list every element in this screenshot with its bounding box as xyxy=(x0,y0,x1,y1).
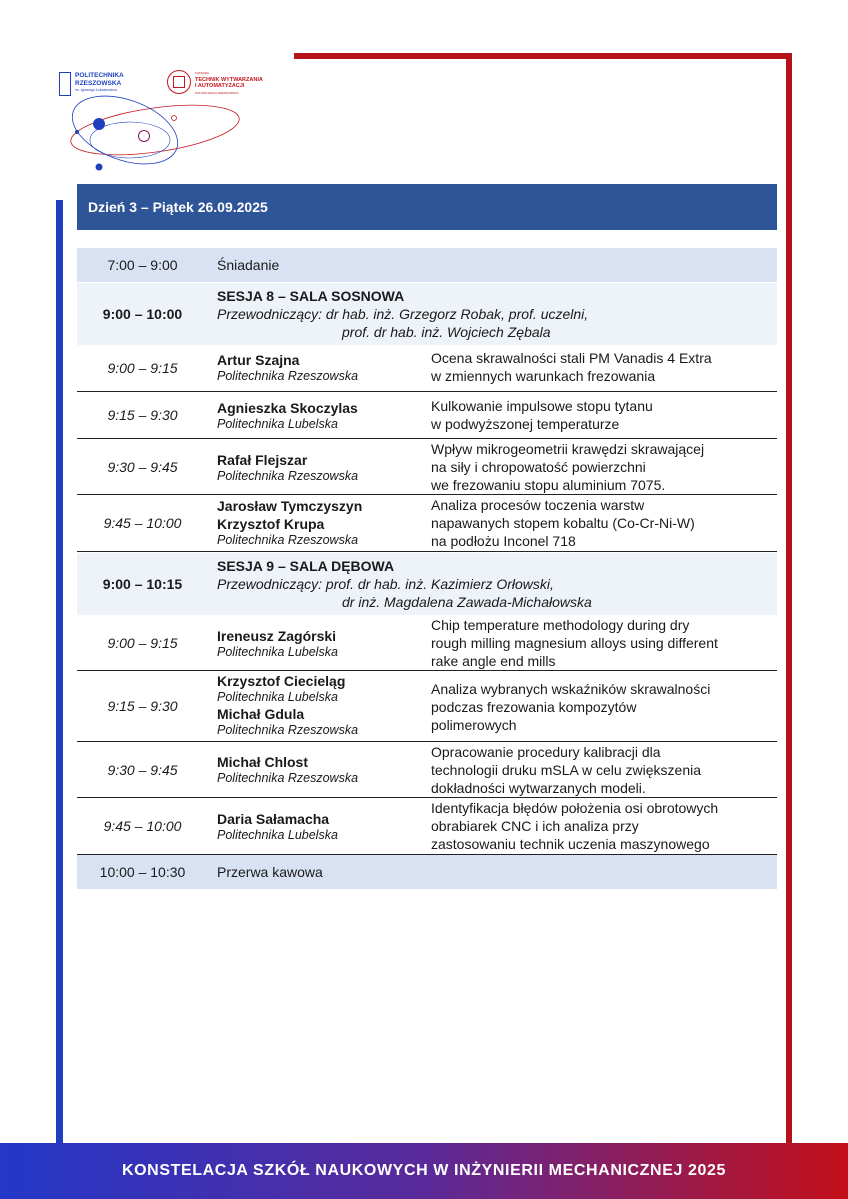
row-authors xyxy=(217,451,358,484)
title-line: w zmiennych warunkach frezowania xyxy=(431,368,656,384)
title-line: Kulkowanie impulsowe stopu tytanu xyxy=(431,398,653,414)
footer-banner: KONSTELACJA SZKÓŁ NAUKOWYCH W INŻYNIERII MECHANICZNEJ 2025 xyxy=(0,1143,848,1199)
university-mark-icon xyxy=(59,72,71,96)
session-title: SESJA 8 – SALA SOSNOWA xyxy=(217,288,405,304)
row-time: 9:30 – 9:45 xyxy=(107,762,178,778)
session-chair-line2: dr inż. Magdalena Zawada-Michałowska xyxy=(342,594,592,610)
row-label: Śniadanie xyxy=(217,257,280,273)
title-line: technologii druku mSLA w celu zwiększenia xyxy=(431,762,702,778)
author-name: Daria Sałamacha xyxy=(217,811,330,827)
department-logo xyxy=(167,70,263,96)
title-line: Identyfikacja błędów położenia osi obrotowych xyxy=(431,800,719,816)
author-affiliation: Politechnika Lubelska xyxy=(217,690,338,704)
row-title xyxy=(431,397,653,433)
row-title xyxy=(431,680,710,734)
title-line: napawanych stopem kobaltu (Co-Cr-Ni-W) xyxy=(431,515,695,531)
table-row xyxy=(77,392,777,439)
author-affiliation: Politechnika Lubelska xyxy=(217,645,338,659)
table-row xyxy=(77,742,777,798)
row-time: 9:30 – 9:45 xyxy=(107,459,178,475)
row-authors xyxy=(217,810,338,843)
table-row xyxy=(77,671,777,742)
title-line: Ocena skrawalności stali PM Vanadis 4 Extra xyxy=(431,350,712,366)
title-line: rake angle end mills xyxy=(431,653,556,669)
row-title xyxy=(431,616,718,670)
row-title xyxy=(431,799,718,853)
table-row xyxy=(77,798,777,855)
session-time: 9:00 – 10:15 xyxy=(102,576,183,592)
schedule-row-coffee-break xyxy=(77,855,777,889)
session-title: SESJA 9 – SALA DĘBOWA xyxy=(217,558,395,574)
author-affiliation: Politechnika Lubelska xyxy=(217,417,338,431)
frame-top-border xyxy=(294,53,792,59)
logo-right-line2: TECHNIK WYTWARZANIA xyxy=(195,76,263,83)
title-line: Analiza wybranych wskaźników skrawalności xyxy=(431,681,711,697)
title-line: we frezowaniu stopu aluminium 7075. xyxy=(431,477,666,493)
row-time: 9:00 – 9:15 xyxy=(107,360,178,376)
row-title xyxy=(431,440,704,494)
author-affiliation: Politechnika Rzeszowska xyxy=(217,469,359,483)
title-line: Chip temperature methodology during dry xyxy=(431,617,690,633)
row-time: 9:45 – 10:00 xyxy=(103,515,182,531)
logo-right-line1: KATEDRA xyxy=(195,71,209,75)
row-title xyxy=(431,496,695,550)
row-time: 9:15 – 9:30 xyxy=(107,698,178,714)
row-title xyxy=(431,743,701,797)
author-affiliation: Politechnika Rzeszowska xyxy=(217,369,359,383)
title-line: Opracowanie procedury kalibracji dla xyxy=(431,744,661,760)
title-line: zastosowaniu technik uczenia maszynowego xyxy=(431,836,710,852)
row-authors xyxy=(217,497,362,548)
row-time: 9:15 – 9:30 xyxy=(107,407,178,423)
logo-left-line3: im. Ignacego Łukasiewicza xyxy=(75,88,117,92)
title-line: dokładności wytwarzanych modeli. xyxy=(431,780,646,796)
frame-left-border xyxy=(56,200,63,1143)
session-info xyxy=(217,287,588,341)
row-authors xyxy=(217,627,338,660)
session-chair-line1: Przewodniczący: dr hab. inż. Grzegorz Robak, prof. uczelni, xyxy=(217,306,589,322)
logo-right-line4: POLITECHNIKA RZESZOWSKA xyxy=(195,90,239,95)
title-line: w podwyższonej temperaturze xyxy=(431,416,620,432)
row-authors xyxy=(217,351,358,384)
table-row xyxy=(77,495,777,552)
logo-area xyxy=(55,60,295,180)
author-name: Krzysztof Krupa xyxy=(217,516,325,532)
table-row xyxy=(77,345,777,392)
title-line: Wpływ mikrogeometrii krawędzi skrawającej xyxy=(431,441,705,457)
session-chair-line2: prof. dr hab. inż. Wojciech Zębala xyxy=(342,324,551,340)
logo-left-line1: POLITECHNIKA xyxy=(75,72,124,79)
session-row-9 xyxy=(77,553,777,615)
department-mark-icon xyxy=(167,70,191,94)
table-row xyxy=(77,615,777,671)
university-logo xyxy=(59,72,124,96)
session-time: 9:00 – 10:00 xyxy=(102,306,183,322)
title-line: podczas frezowania kompozytów xyxy=(431,699,637,715)
frame-right-border xyxy=(786,53,792,1143)
logo-left-line2: RZESZOWSKA xyxy=(75,79,122,87)
author-name: Michał Gdula xyxy=(217,706,305,722)
row-time: 9:45 – 10:00 xyxy=(103,818,182,834)
title-line: obrabiarek CNC i ich analiza przy xyxy=(431,818,639,834)
author-affiliation: Politechnika Rzeszowska xyxy=(217,533,359,547)
row-title xyxy=(431,349,712,385)
title-line: na siły i chropowatość powierzchni xyxy=(431,459,646,475)
schedule-row-breakfast xyxy=(77,248,777,282)
title-line: Analiza procesów toczenia warstw xyxy=(431,497,645,513)
row-time: 10:00 – 10:30 xyxy=(99,864,186,880)
author-name: Rafał Flejszar xyxy=(217,452,308,468)
day-header: Dzień 3 – Piątek 26.09.2025 xyxy=(77,184,777,230)
author-name: Michał Chlost xyxy=(217,754,309,770)
author-affiliation: Politechnika Rzeszowska xyxy=(217,723,359,737)
row-label: Przerwa kawowa xyxy=(217,864,323,880)
title-line: polimerowych xyxy=(431,717,517,733)
author-name: Jarosław Tymczyszyn xyxy=(217,498,363,514)
author-affiliation: Politechnika Rzeszowska xyxy=(217,771,359,785)
title-line: na podłożu Inconel 718 xyxy=(431,533,576,549)
author-affiliation: Politechnika Lubelska xyxy=(217,828,338,842)
session-info xyxy=(217,557,592,611)
row-time: 7:00 – 9:00 xyxy=(107,257,178,273)
row-authors xyxy=(217,672,358,738)
logo-right-line3: I AUTOMATYZACJI xyxy=(195,83,245,89)
author-name: Ireneusz Zagórski xyxy=(217,628,337,644)
row-authors xyxy=(217,399,358,432)
row-authors xyxy=(217,753,358,786)
session-row-8 xyxy=(77,283,777,345)
title-line: rough milling magnesium alloys using different xyxy=(431,635,718,651)
author-name: Agnieszka Skoczylas xyxy=(217,400,358,416)
author-name: Artur Szajna xyxy=(217,352,300,368)
row-time: 9:00 – 9:15 xyxy=(107,635,178,651)
author-name: Krzysztof Ciecieląg xyxy=(217,673,346,689)
session-chair-line1: Przewodniczący: prof. dr hab. inż. Kazimierz Orłowski, xyxy=(217,576,554,592)
table-row xyxy=(77,439,777,495)
